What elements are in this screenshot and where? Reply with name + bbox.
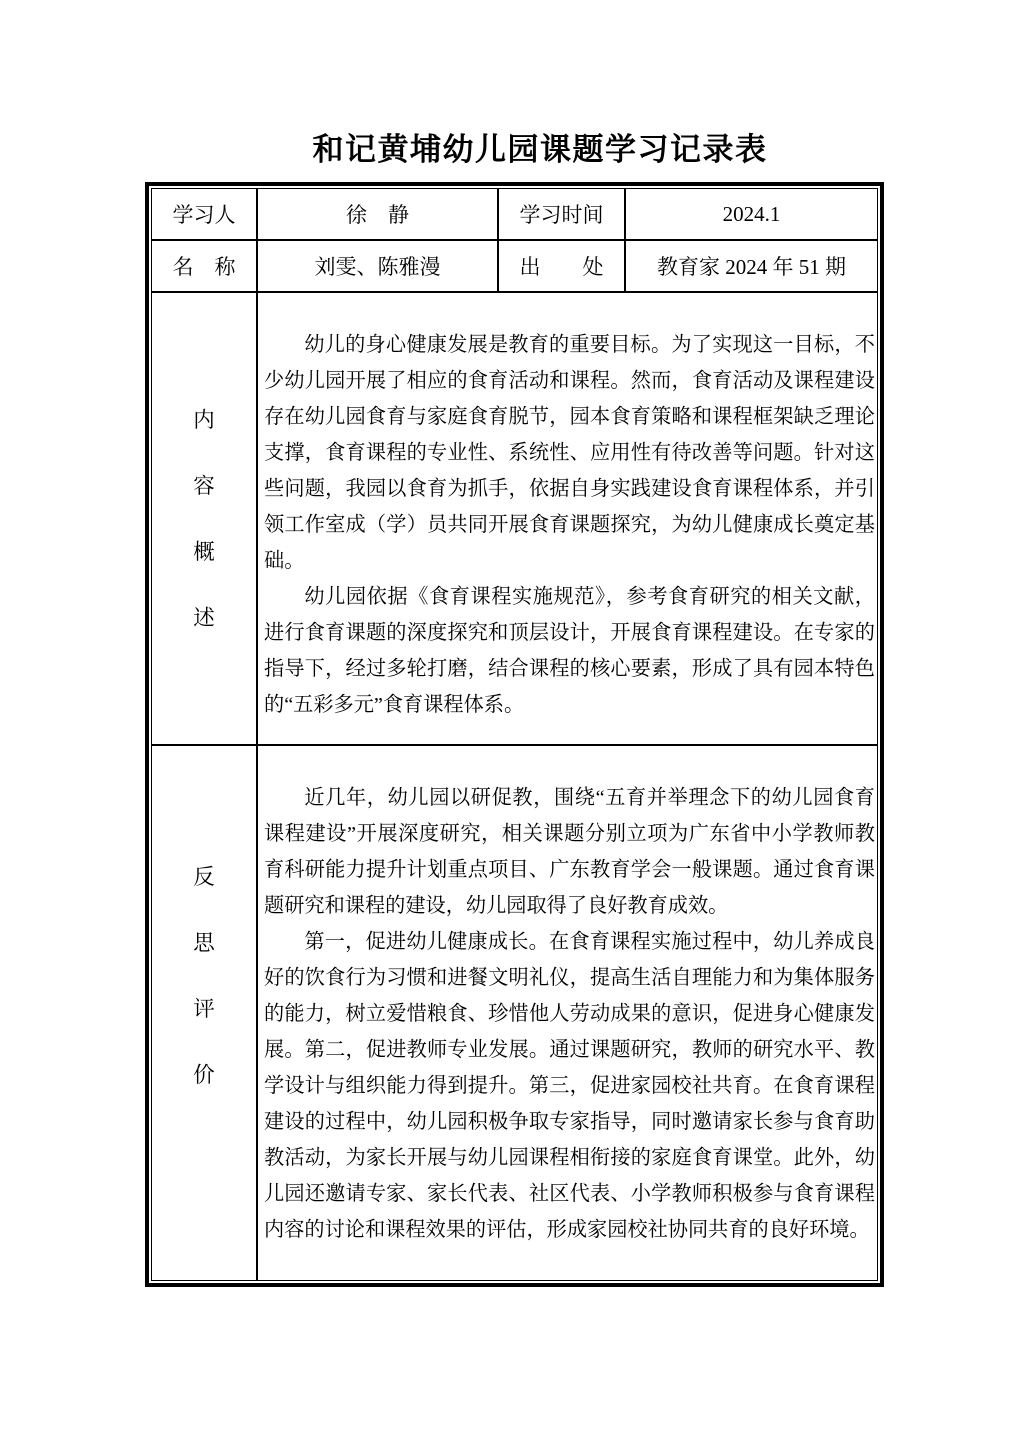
field-label-source: 出 处	[499, 241, 626, 293]
section-label-char: 述	[193, 605, 215, 630]
content-summary-paragraph-1: 幼儿的身心健康发展是教育的重要目标。为了实现这一目标，不少幼儿园开展了相应的食育活动和课程。然而，食育活动及课程建设存在幼儿园食育与家庭食育脱节，园本食育策略和课程框架缺乏理论支撑，食育课程的专业性、系统性、应用性有待改善等问题。针对这些问题，我园以食育为抓手，依据自身实践建设食育课程体系，并引领工作室成（学）员共同开展食育课题探究，为幼儿健康成长奠定基础。	[264, 334, 875, 572]
page-title: 和记黄埔幼儿园课题学习记录表	[312, 132, 768, 167]
section-label-content-summary	[152, 293, 258, 746]
section-label-char: 内	[193, 407, 215, 432]
reflection-paragraph-1: 近几年，幼儿园以研促教，围绕“五育并举理念下的幼儿园食育课程建设”开展深度研究，相关课题分别立项为广东省中小学教师教育科研能力提升计划重点项目、广东教育学会一般课题。通过食育课题研究和课程的建设，幼儿园取得了良好教育成效。	[264, 787, 875, 917]
section-label-char: 容	[193, 473, 215, 498]
field-label-learner: 学习人	[152, 189, 258, 241]
reflection-evaluation-text	[258, 746, 877, 1280]
content-summary-paragraph-2: 幼儿园依据《食育课程实施规范》，参考食育研究的相关文献，进行食育课题的深度探究和顶层设计，开展食育课程建设。在专家的指导下，经过多轮打磨，结合课程的核心要素，形成了具有园本特色的“五彩多元”食育课程体系。	[264, 586, 875, 716]
reflection-paragraph-2: 第一，促进幼儿健康成长。在食育课程实施过程中，幼儿养成良好的饮食行为习惯和进餐文明礼仪，提高生活自理能力和为集体服务的能力，树立爱惜粮食、珍惜他人劳动成果的意识，促进身心健康发展。第二，促进教师专业发展。通过课题研究，教师的研究水平、教学设计与组织能力得到提升。第三，促进家园校社共育。在食育课程建设的过程中，幼儿园积极争取专家指导，同时邀请家长参与食育助教活动，为家长开展与幼儿园课程相衔接的家庭食育课堂。此外，幼儿园还邀请专家、家长代表、社区代表、小学教师积极参与食育课程内容的讨论和课程效果的评估，形成家园校社协同共育的良好环境。	[264, 931, 875, 1241]
record-table	[145, 182, 884, 1287]
field-label-study-time: 学习时间	[499, 189, 626, 241]
field-value-source: 教育家 2024 年 51 期	[626, 241, 877, 293]
field-value-name: 刘雯、陈雅漫	[258, 241, 499, 293]
section-label-reflection-evaluation	[152, 746, 258, 1280]
section-label-char: 反	[193, 865, 215, 889]
section-label-char: 评	[193, 997, 215, 1021]
record-table-grid	[151, 188, 878, 1281]
field-value-learner: 徐 静	[258, 189, 499, 241]
section-label-char: 价	[193, 1063, 215, 1087]
field-value-study-time: 2024.1	[626, 189, 877, 241]
field-label-name: 名 称	[152, 241, 258, 293]
section-label-char: 概	[193, 539, 215, 564]
section-label-char: 思	[193, 931, 215, 955]
content-summary-text	[258, 293, 877, 746]
